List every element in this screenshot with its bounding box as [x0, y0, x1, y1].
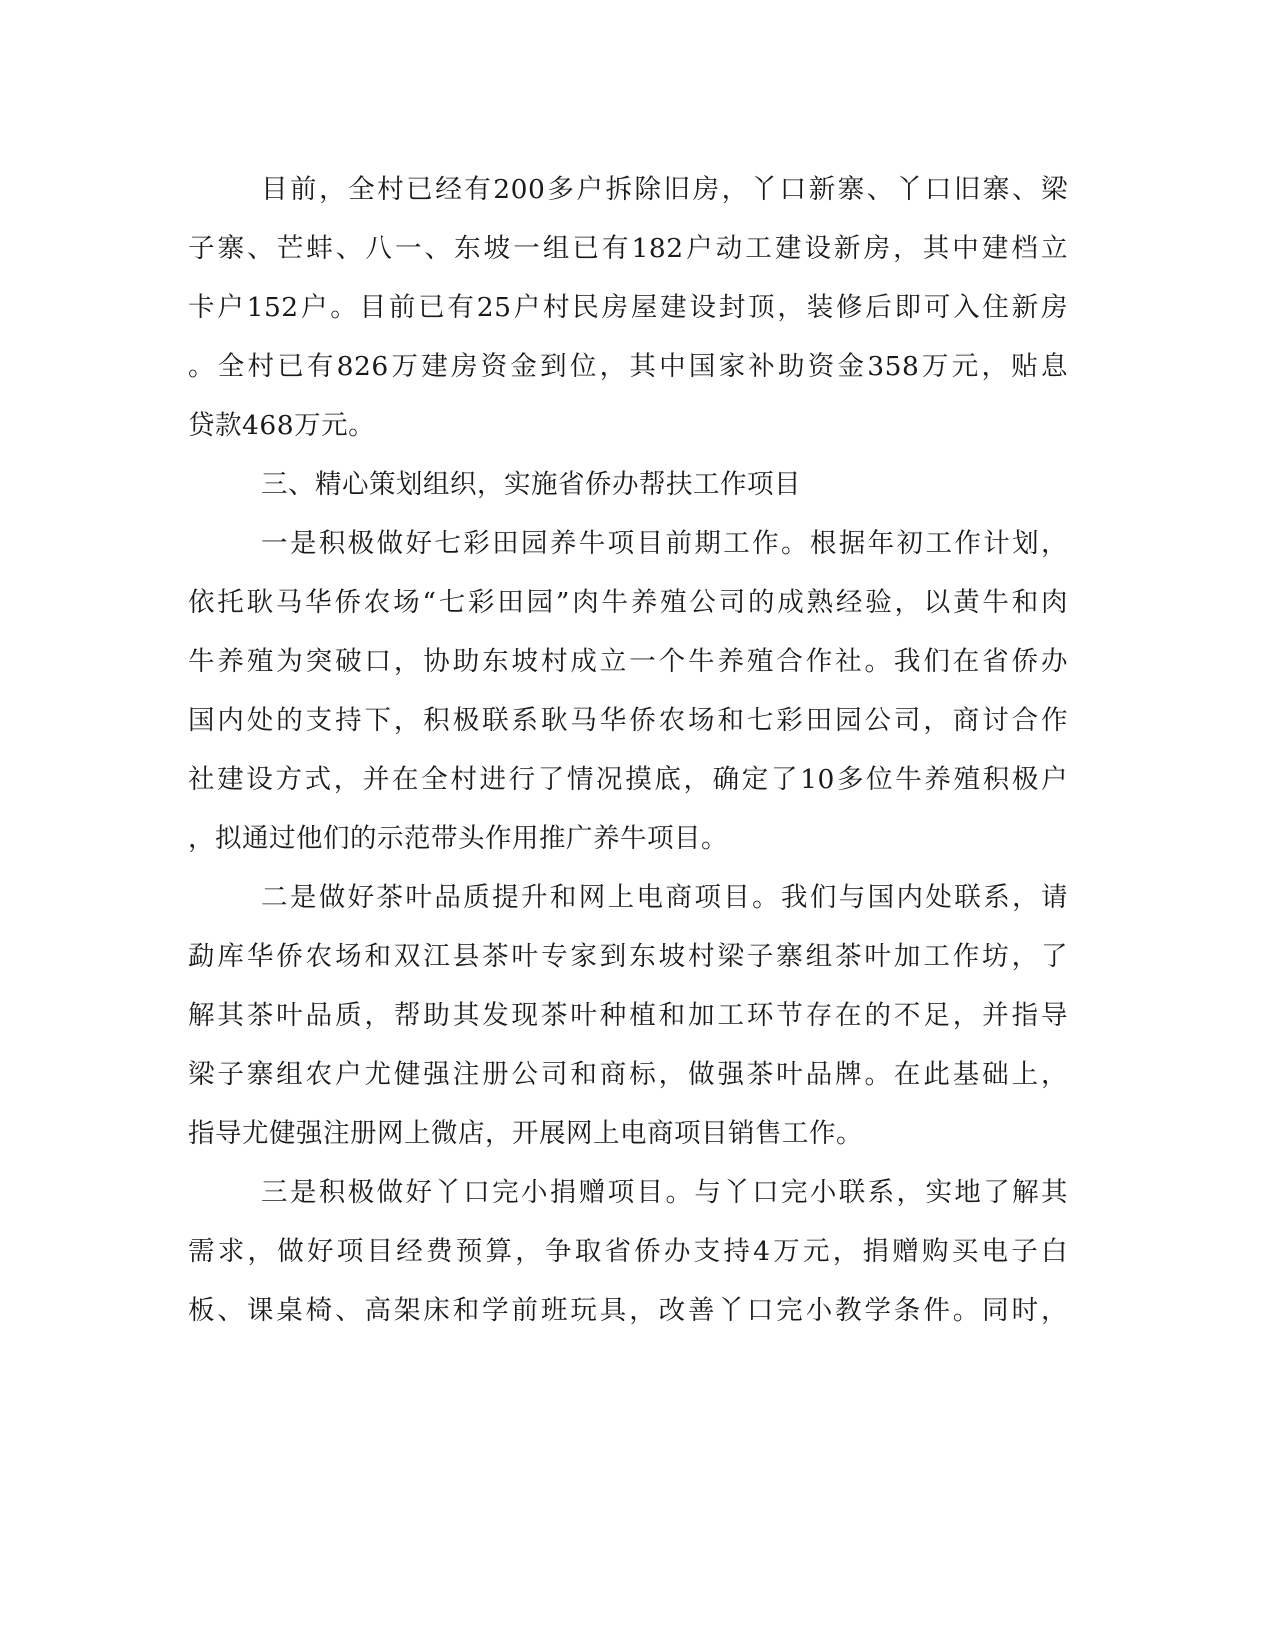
text-line: 梁子寨组农户尤健强注册公司和商标，做强茶叶品牌。在此基础上，	[188, 1059, 1068, 1090]
text-line: 子寨、芒蚌、八一、东坡一组已有182户动工建设新房，其中建档立	[188, 233, 1068, 264]
section-heading: 三、精心策划组织，实施省侨办帮扶工作项目	[261, 469, 801, 500]
text-line: 。全村已有826万建房资金到位，其中国家补助资金358万元，贴息	[188, 351, 1068, 382]
text-line: 三是积极做好丫口完小捐赠项目。与丫口完小联系，实地了解其	[261, 1177, 1068, 1208]
paragraph-school-donation	[188, 1163, 1068, 1340]
text-line: 依托耿马华侨农场“七彩田园”肉牛养殖公司的成熟经验，以黄牛和肉	[188, 587, 1068, 618]
paragraph-tea-ecommerce	[188, 868, 1068, 1163]
text-line: 社建设方式，并在全村进行了情况摸底，确定了10多位牛养殖积极户	[188, 764, 1068, 795]
text-line: 需求，做好项目经费预算，争取省侨办支持4万元，捐赠购买电子白	[188, 1236, 1068, 1267]
text-line: 国内处的支持下，积极联系耿马华侨农场和七彩田园公司，商讨合作	[188, 705, 1068, 736]
text-line: 牛养殖为突破口，协助东坡村成立一个牛养殖合作社。我们在省侨办	[188, 646, 1068, 677]
text-line: 一是积极做好七彩田园养牛项目前期工作。根据年初工作计划，	[261, 528, 1068, 559]
text-line: 贷款468万元。	[188, 410, 376, 441]
paragraph-cattle-project	[188, 514, 1068, 868]
text-line: 勐库华侨农场和双江县茶叶专家到东坡村梁子寨组茶叶加工作坊，了	[188, 941, 1068, 972]
text-line: 目前，全村已经有200多户拆除旧房，丫口新寨、丫口旧寨、梁	[261, 174, 1068, 205]
text-line: 解其茶叶品质，帮助其发现茶叶种植和加工环节存在的不足，并指导	[188, 1000, 1068, 1031]
text-line: 卡户152户。目前已有25户村民房屋建设封顶，装修后即可入住新房	[188, 292, 1068, 323]
text-line: 二是做好茶叶品质提升和网上电商项目。我们与国内处联系，请	[261, 882, 1068, 913]
text-line: 指导尤健强注册网上微店，开展网上电商项目销售工作。	[188, 1118, 863, 1149]
section-heading-three	[188, 455, 1068, 514]
text-line: 板、课桌椅、高架床和学前班玩具，改善丫口完小教学条件。同时，	[188, 1295, 1068, 1326]
document-body	[188, 160, 1068, 1340]
paragraph-housing-progress	[188, 160, 1068, 455]
text-line: ，拟通过他们的示范带头作用推广养牛项目。	[188, 823, 728, 854]
